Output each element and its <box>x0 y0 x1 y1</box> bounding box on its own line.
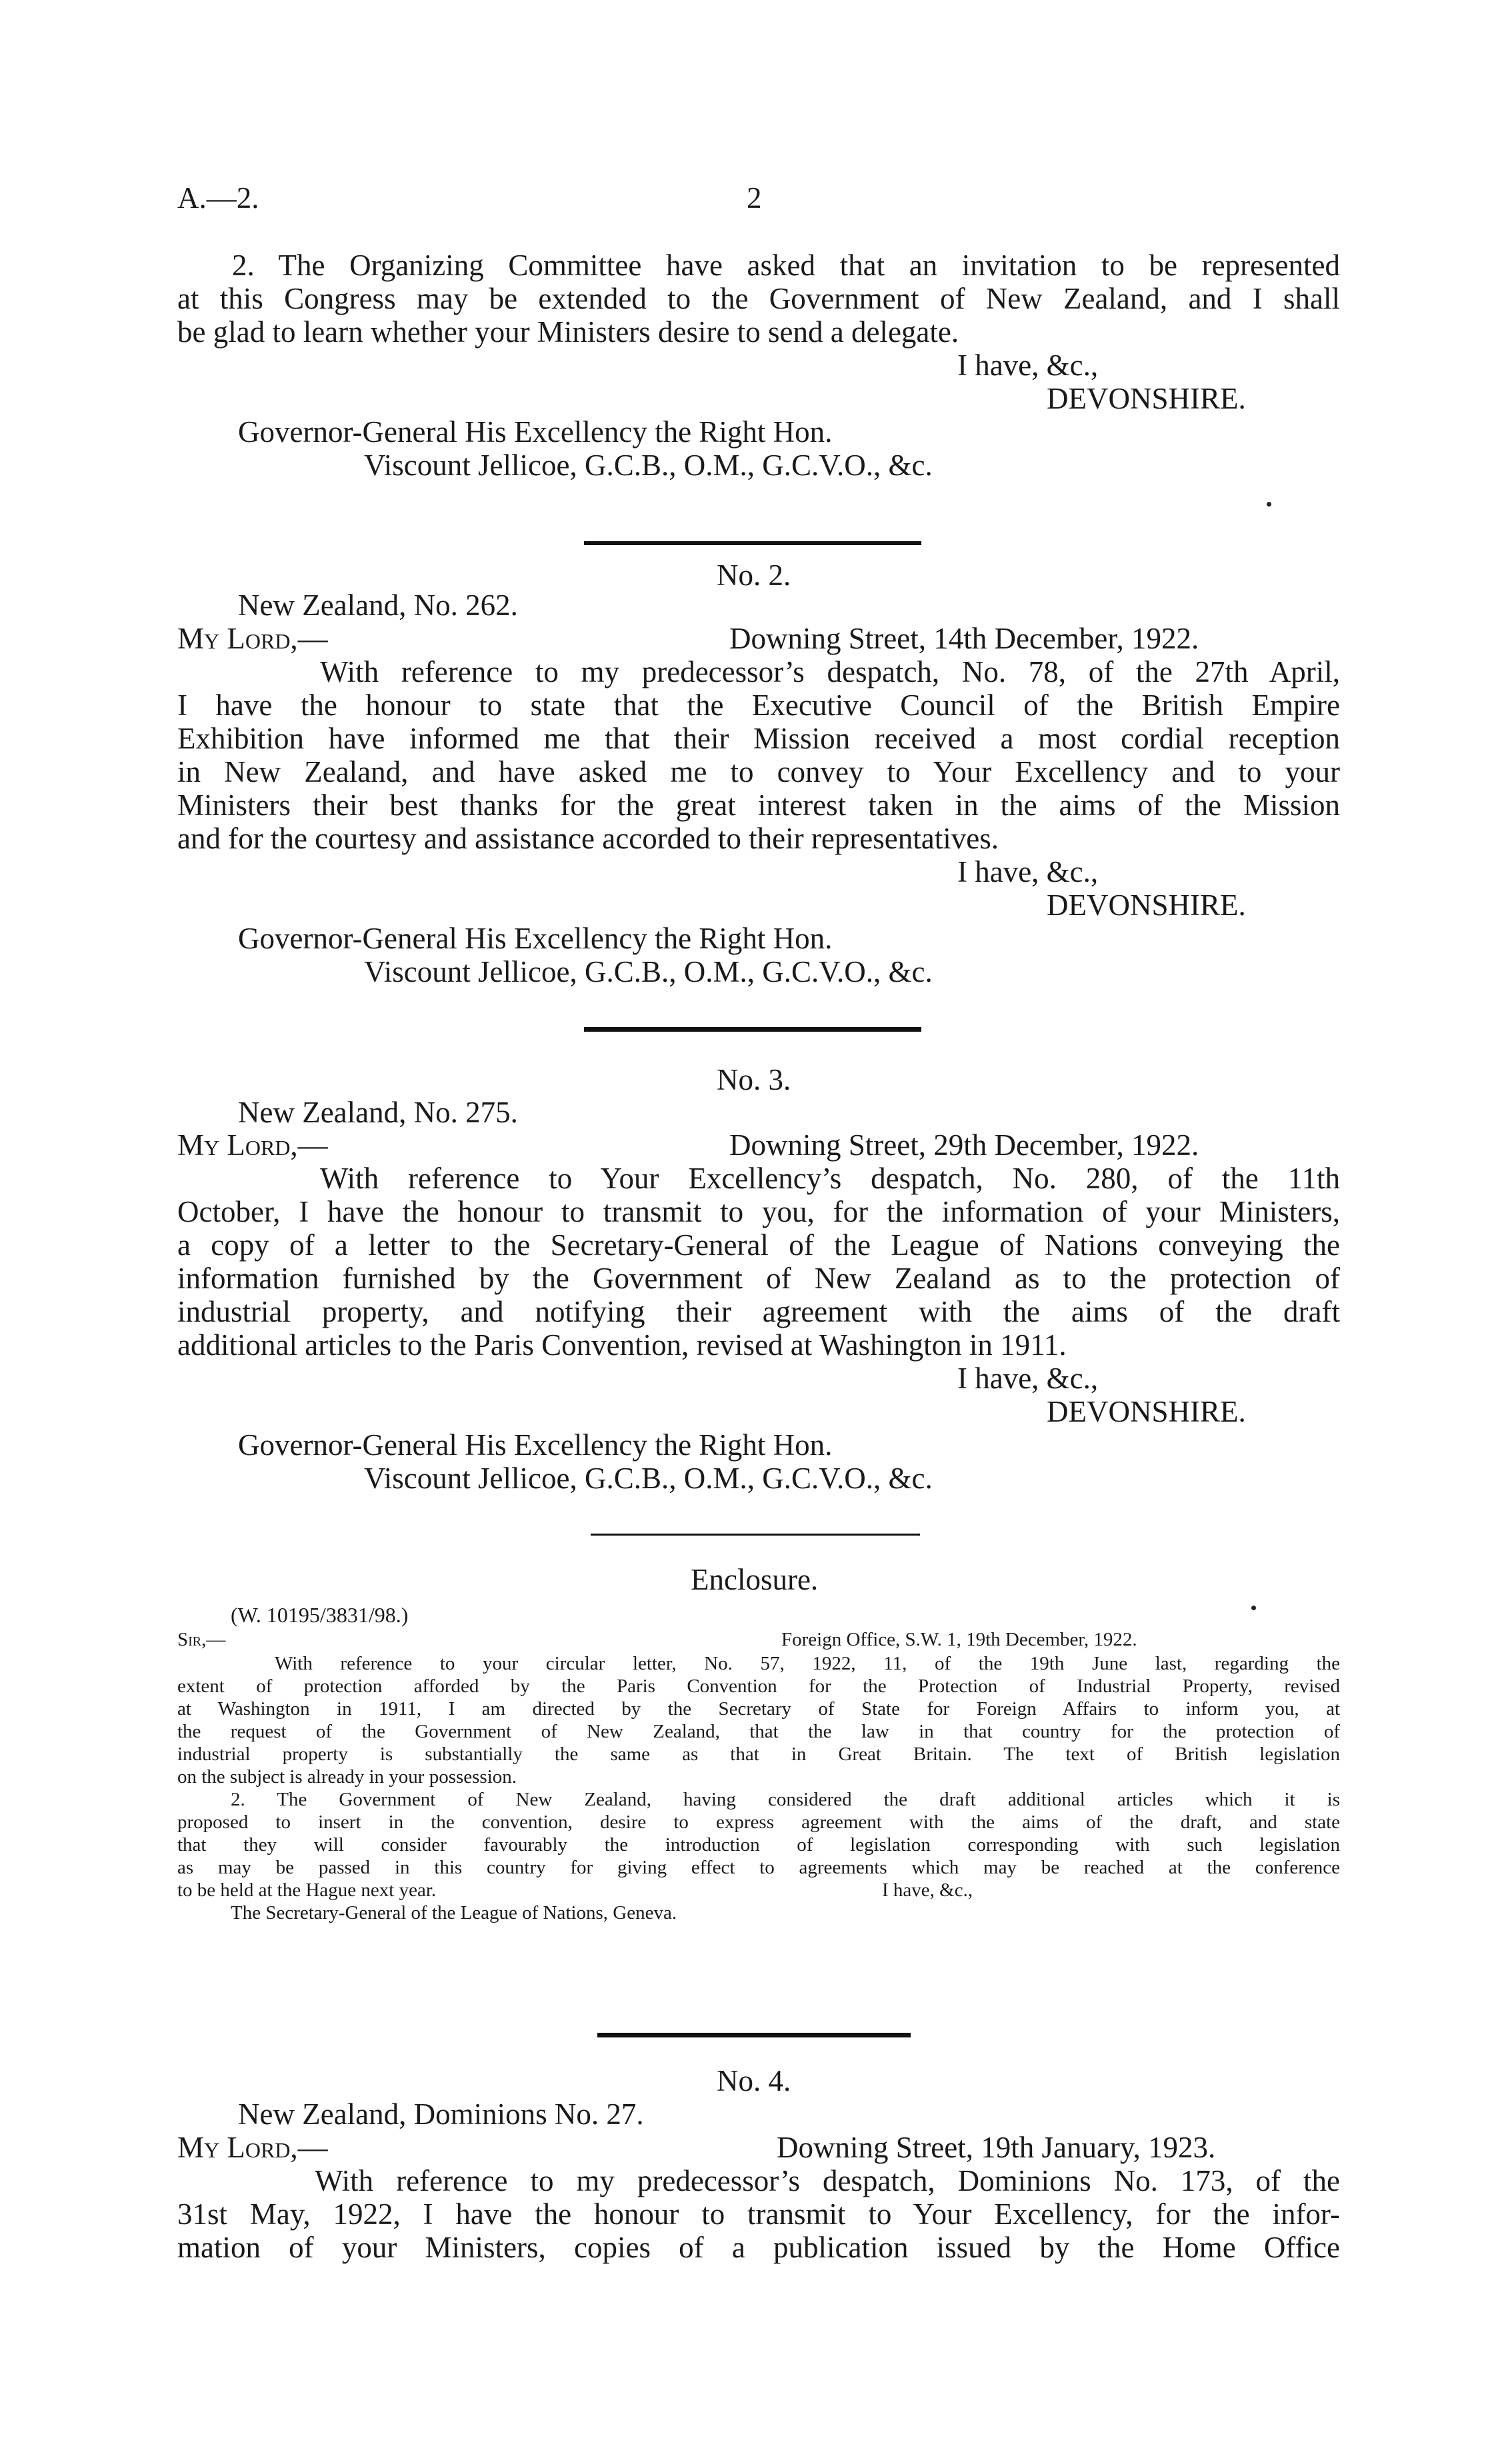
body-line: 2. The Organizing Committee have asked that an invitation to be represented <box>232 249 1340 282</box>
section-divider <box>591 1534 920 1536</box>
body-line: With reference to my predecessor’s despatch, Dominions No. 173, of the <box>315 2164 1340 2197</box>
addressee-line-2: Viscount Jellicoe, G.C.B., O.M., G.C.V.O., &c. <box>364 1462 933 1495</box>
section-divider <box>597 2033 911 2037</box>
print-mark <box>1267 502 1271 507</box>
closing: I have, &c., <box>957 1362 1099 1395</box>
body-line: in New Zealand, and have asked me to convey to Your Excellency and to your <box>177 755 1340 788</box>
addressee: The Secretary-General of the League of Nations, Geneva. <box>231 1902 677 1923</box>
closing: I have, &c., <box>882 1879 973 1901</box>
section-heading: No. 4. <box>717 2064 791 2097</box>
enclosure-line: the request of the Government of New Zealand, that the law in that country for the protection of <box>177 1721 1340 1742</box>
body-line: be glad to learn whether your Ministers desire to send a delegate. <box>177 315 959 349</box>
section-divider <box>584 1027 921 1032</box>
dateline: Downing Street, 19th January, 1923. <box>777 2131 1216 2164</box>
body-line: and for the courtesy and assistance accorded to their representatives. <box>177 822 999 855</box>
enclosure-line: at Washington in 1911, I am directed by the Secretary of State for Foreign Affairs to inform you, at <box>177 1698 1340 1720</box>
addressee-line-2: Viscount Jellicoe, G.C.B., O.M., G.C.V.O., &c. <box>364 449 933 482</box>
signature: DEVONSHIRE. <box>1047 1395 1246 1428</box>
body-line: October, I have the honour to transmit to you, for the information of your Ministers, <box>177 1195 1340 1228</box>
enclosure-line: 2. The Government of New Zealand, having considered the draft additional articles which it is <box>231 1789 1340 1810</box>
closing: I have, &c., <box>957 349 1099 382</box>
signature: DEVONSHIRE. <box>1047 888 1246 922</box>
enclosure-line: proposed to insert in the convention, desire to express agreement with the aims of the draft, and state <box>177 1812 1340 1833</box>
body-line: I have the honour to state that the Executive Council of the British Empire <box>177 688 1340 722</box>
body-line: 31st May, 1922, I have the honour to transmit to Your Excellency, for the infor- <box>177 2197 1340 2231</box>
addressee-line-1: Governor-General His Excellency the Right Hon. <box>238 1428 833 1462</box>
closing: I have, &c., <box>957 855 1099 888</box>
body-line: With reference to my predecessor’s despatch, No. 78, of the 27th April, <box>320 655 1340 688</box>
body-line: mation of your Ministers, copies of a publication issued by the Home Office <box>177 2231 1340 2264</box>
salutation: My Lord,— <box>177 1128 328 1162</box>
body-line: Exhibition have informed me that their Mission received a most cordial reception <box>177 722 1340 755</box>
section-heading: No. 3. <box>717 1063 791 1096</box>
body-line: additional articles to the Paris Convention, revised at Washington in 1911. <box>177 1328 1067 1362</box>
salutation: Sir,— <box>177 1629 226 1650</box>
page-number: 2 <box>747 181 762 215</box>
addressee-line-2: Viscount Jellicoe, G.C.B., O.M., G.C.V.O., &c. <box>364 955 933 988</box>
enclosure-line: industrial property is substantially the same as that in Great Britain. The text of British legislation <box>177 1744 1340 1765</box>
body-line: information furnished by the Government of New Zealand as to the protection of <box>177 1262 1340 1295</box>
signature: DEVONSHIRE. <box>1047 382 1246 415</box>
body-line: at this Congress may be extended to the Government of New Zealand, and I shall <box>177 282 1340 315</box>
print-mark <box>1251 1606 1256 1610</box>
enclosure-heading: Enclosure. <box>691 1563 819 1596</box>
dateline: Downing Street, 29th December, 1922. <box>729 1128 1199 1162</box>
enclosure-line: that they will consider favourably the introduction of legislation corresponding with such legislation <box>177 1834 1340 1855</box>
body-line: Ministers their best thanks for the great interest taken in the aims of the Mission <box>177 788 1340 822</box>
body-line: a copy of a letter to the Secretary-General of the League of Nations conveying the <box>177 1228 1340 1262</box>
section-divider <box>584 541 921 545</box>
addressee-line-1: Governor-General His Excellency the Right Hon. <box>238 922 833 955</box>
enclosure-line: on the subject is already in your possession. <box>177 1766 517 1788</box>
addressee-line-1: Governor-General His Excellency the Right Hon. <box>238 415 833 449</box>
enclosure-line: as may be passed in this country for giving effect to agreements which may be reached at the conference <box>177 1857 1340 1878</box>
body-line: With reference to Your Excellency’s despatch, No. 280, of the 11th <box>320 1162 1340 1195</box>
body-line: industrial property, and notifying their agreement with the aims of the draft <box>177 1295 1340 1328</box>
enclosure-line: With reference to your circular letter, No. 57, 1922, 11, of the 19th June last, regarding the <box>275 1653 1340 1674</box>
salutation: My Lord,— <box>177 622 328 655</box>
enclosure-reference: (W. 10195/3831/98.) <box>231 1603 409 1627</box>
despatch-reference: New Zealand, No. 262. <box>238 589 518 622</box>
enclosure-line: extent of protection afforded by the Paris Convention for the Protection of Industrial Property, revised <box>177 1676 1340 1697</box>
salutation: My Lord,— <box>177 2131 328 2164</box>
document-reference: A.—2. <box>177 181 259 215</box>
section-heading: No. 2. <box>717 559 791 592</box>
dateline: Downing Street, 14th December, 1922. <box>729 622 1199 655</box>
despatch-reference: New Zealand, No. 275. <box>238 1096 518 1129</box>
dateline: Foreign Office, S.W. 1, 19th December, 1922. <box>781 1629 1137 1650</box>
despatch-reference: New Zealand, Dominions No. 27. <box>238 2097 644 2131</box>
enclosure-line: to be held at the Hague next year. <box>177 1879 437 1901</box>
